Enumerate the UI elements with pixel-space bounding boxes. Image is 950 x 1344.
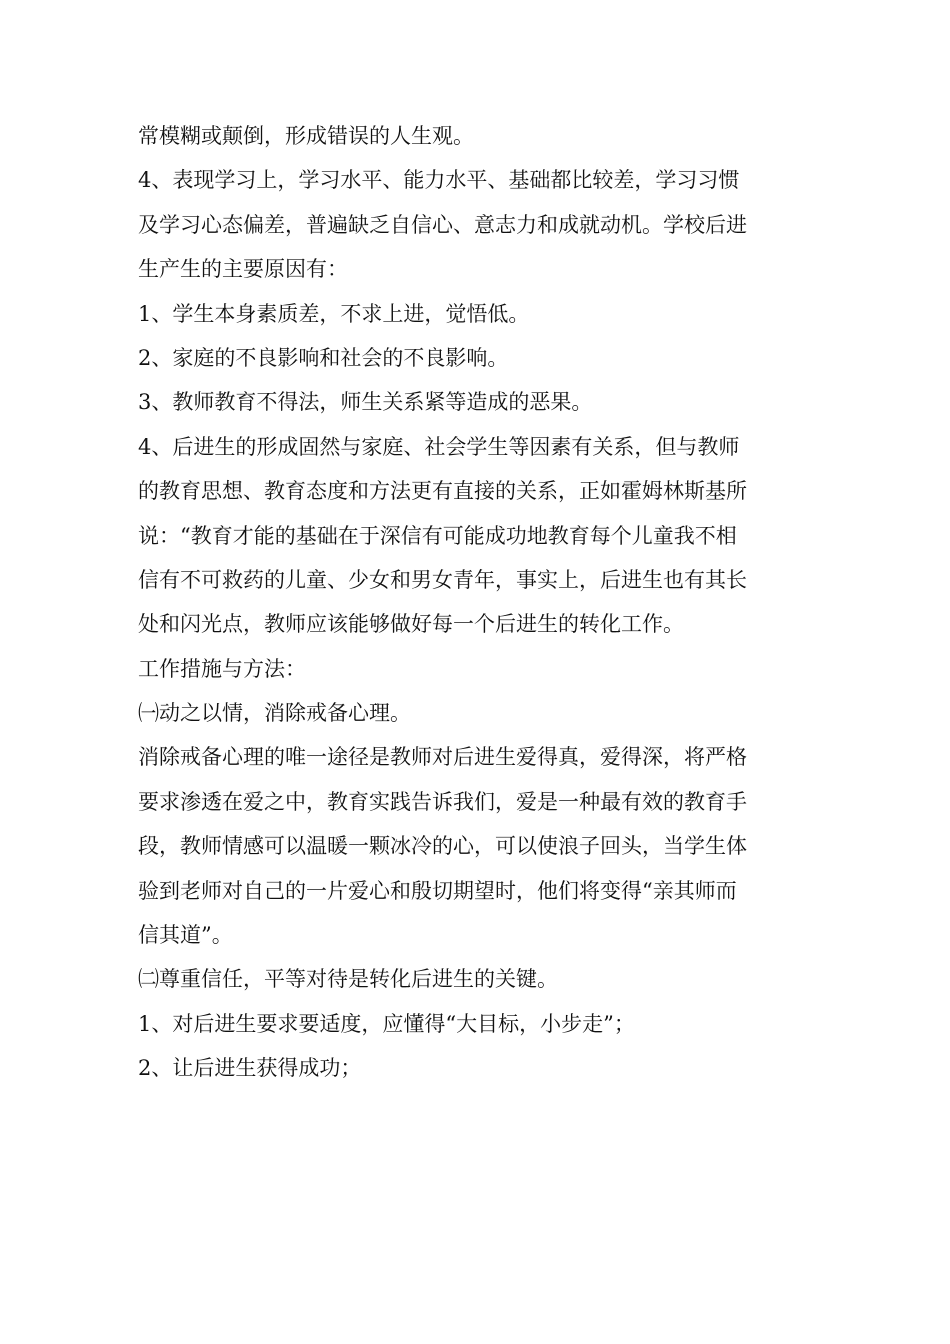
text-line: 消除戒备心理的唯一途径是教师对后进生爱得真，爱得深，将严格 [138, 745, 747, 770]
text-line: 段，教师情感可以温暖一颗冰冷的心，可以使浪子回头，当学生体 [138, 834, 747, 859]
text-line: 的教育思想、教育态度和方法更有直接的关系，正如霍姆林斯基所 [138, 479, 747, 504]
text-line: 1、对后进生要求要适度，应懂得“大目标，小步走”； [138, 1011, 635, 1036]
text-line: 2、让后进生获得成功； [138, 1056, 362, 1081]
text-line: 信有不可救药的儿童、少女和男女青年，事实上，后进生也有其长 [138, 567, 747, 592]
text-line: 3、教师教育不得法，师生关系紧等造成的恶果。 [138, 390, 593, 415]
text-line: 生产生的主要原因有： [138, 257, 348, 282]
section-heading: 工作措施与方法： [138, 656, 306, 681]
subheading: ㈠动之以情，消除戒备心理。 [138, 701, 411, 726]
text-line: 说：“教育才能的基础在于深信有可能成功地教育每个儿童我不相 [138, 523, 737, 548]
text-line: 2、家庭的不良影响和社会的不良影响。 [138, 345, 509, 370]
subheading: ㈡尊重信任，平等对待是转化后进生的关键。 [138, 967, 558, 992]
text-line: 常模糊或颠倒，形成错误的人生观。 [138, 124, 474, 148]
text-line: 及学习心态偏差，普遍缺乏自信心、意志力和成就动机。学校后进 [138, 212, 747, 237]
text-line: 验到老师对自己的一片爱心和殷切期望时，他们将变得“亲其师而 [138, 878, 737, 903]
text-line: 4、后进生的形成固然与家庭、社会学生等因素有关系，但与教师 [138, 434, 740, 459]
text-line: 1、学生本身素质差，不求上进，觉悟低。 [138, 301, 530, 326]
text-line: 4、表现学习上，学习水平、能力水平、基础都比较差，学习习惯 [138, 168, 740, 193]
text-line: 信其道”。 [138, 923, 233, 948]
document-body [138, 114, 828, 1091]
text-line: 要求渗透在爱之中，教育实践告诉我们，爱是一种最有效的教育手 [138, 789, 747, 814]
text-line: 处和闪光点，教师应该能够做好每一个后进生的转化工作。 [138, 612, 684, 637]
